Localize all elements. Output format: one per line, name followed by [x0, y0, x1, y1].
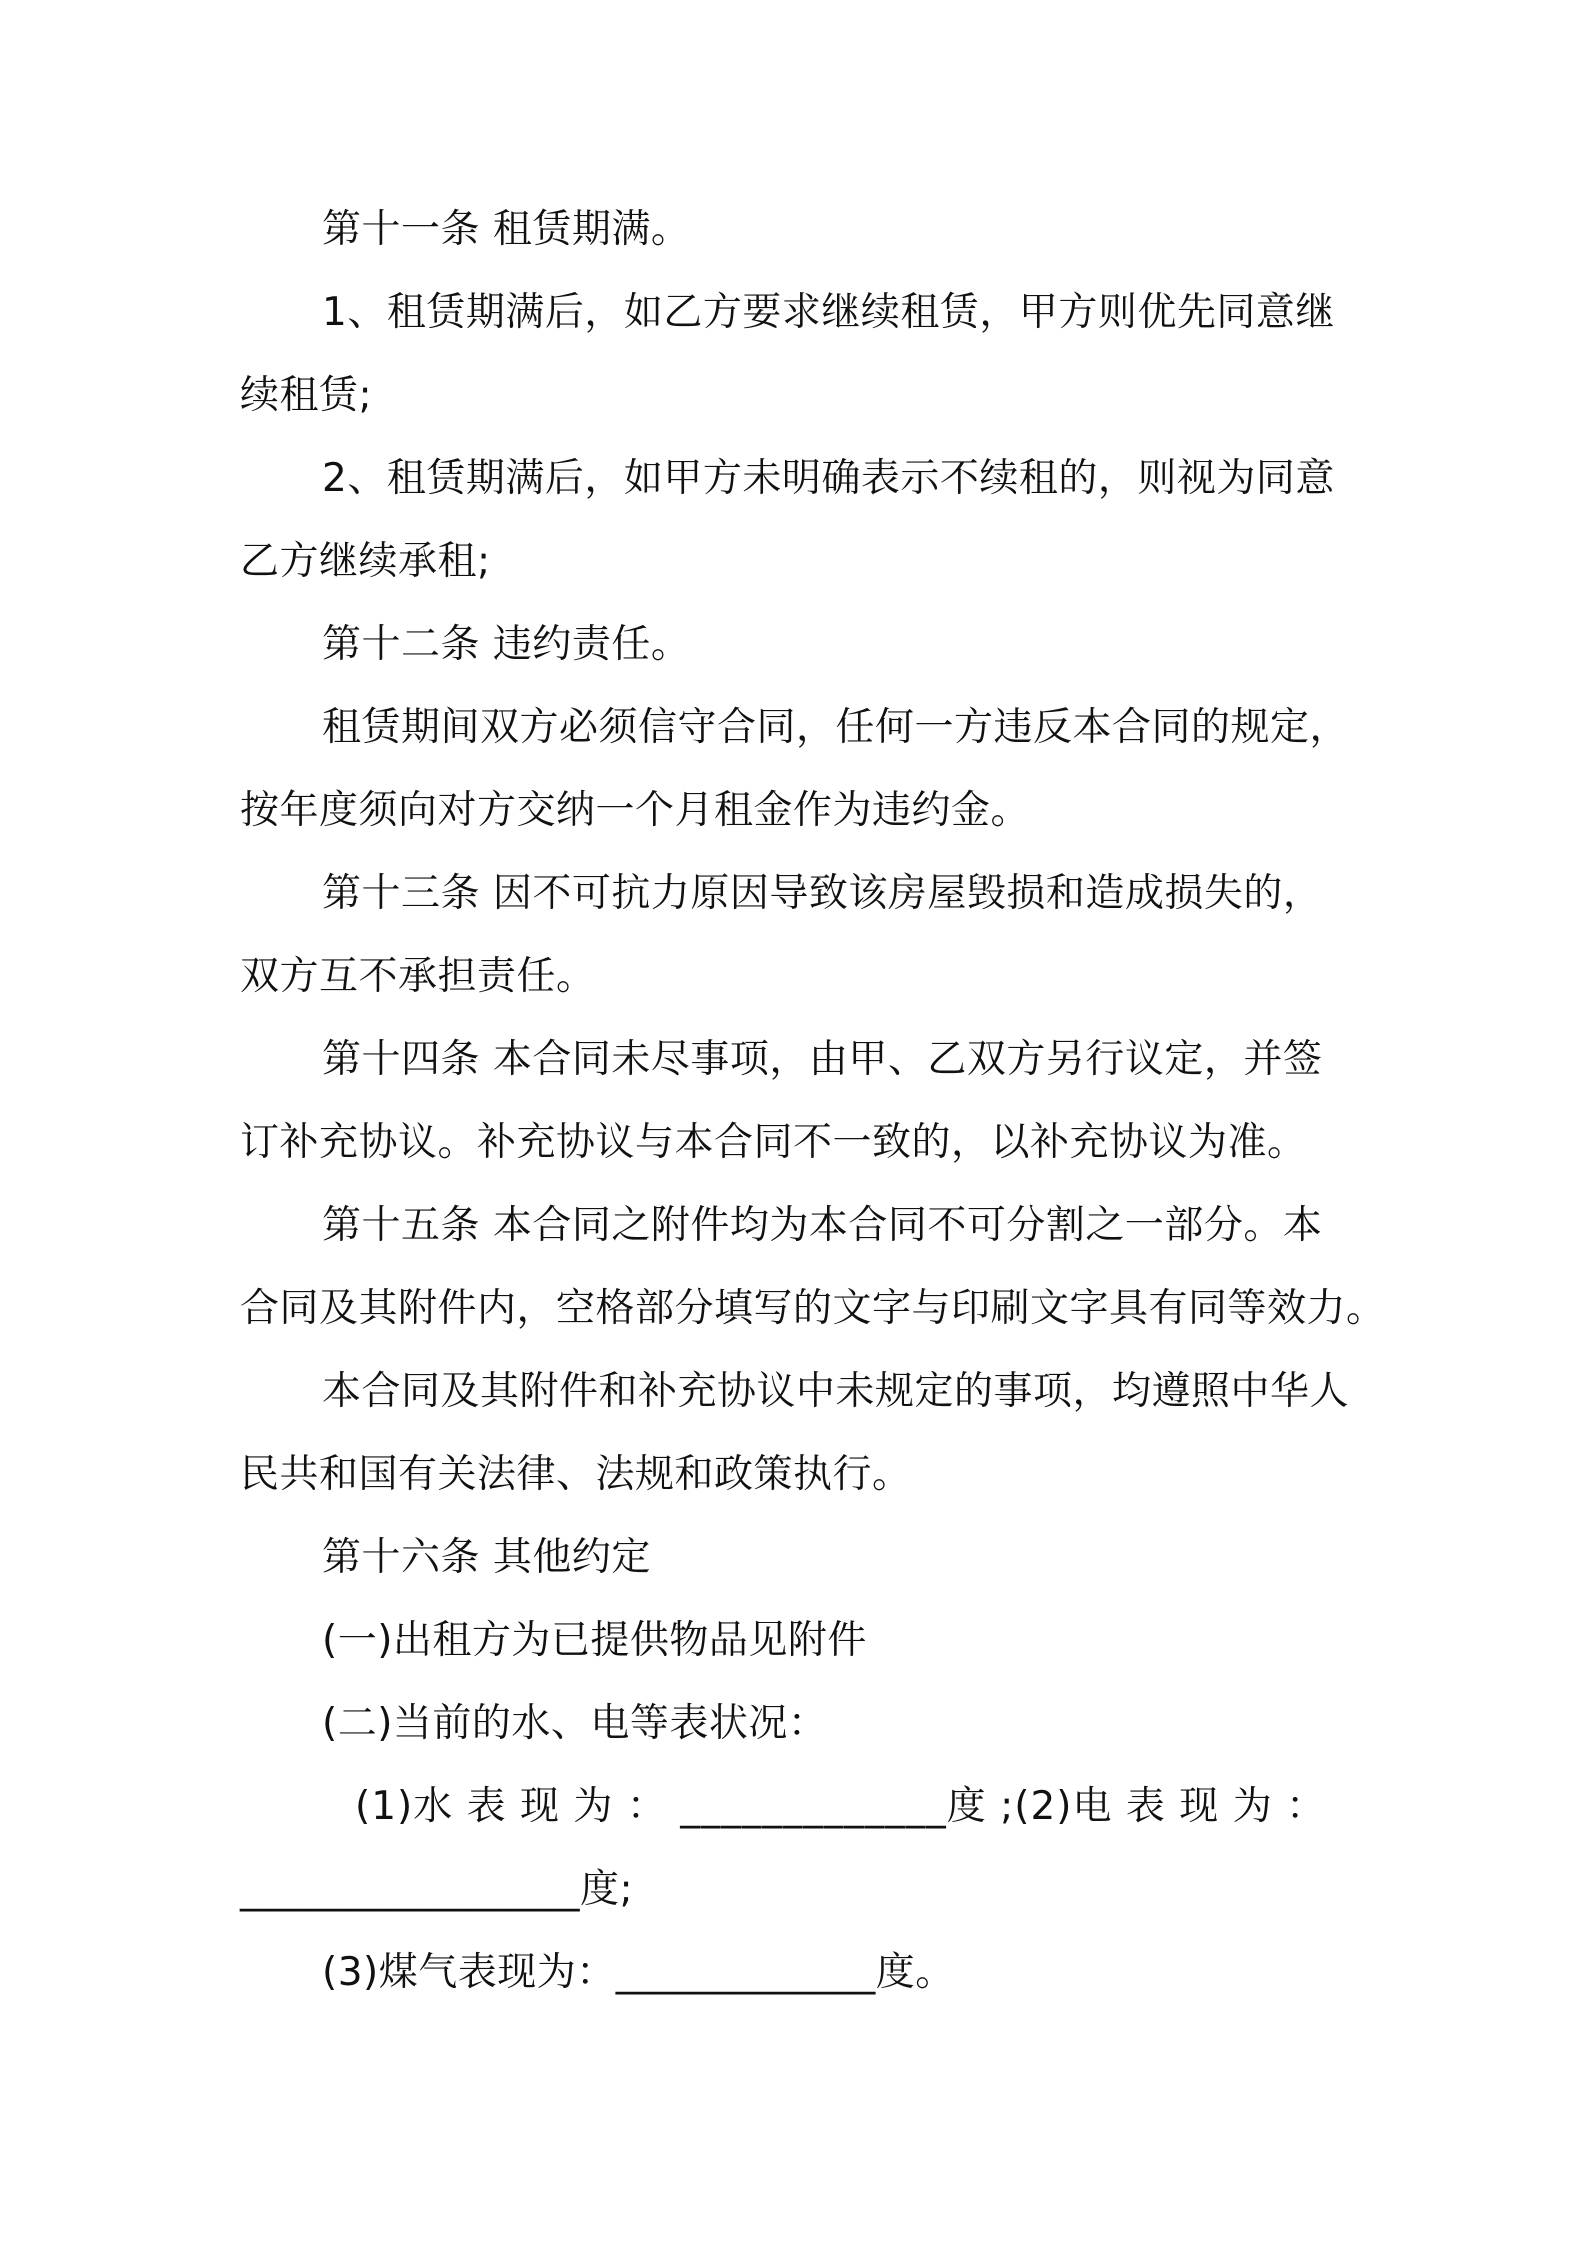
article-14-text-cont: 订补充协议。补充协议与本合同不一致的，以补充协议为准。: [240, 1120, 1307, 1165]
article-16-heading: 第十六条 其他约定: [322, 1535, 651, 1580]
article-13-text-cont: 双方互不承担责任。: [240, 954, 596, 999]
item-1-text: (一)出租方为已提供物品见附件: [322, 1618, 867, 1663]
article-12-text-cont: 按年度须向对方交纳一个月租金作为违约金。: [240, 788, 1031, 833]
article-11-clause-2-cont: 乙方继续承租;: [240, 539, 491, 584]
general-clause-cont: 民共和国有关法律、法规和政策执行。: [240, 1452, 912, 1497]
water-electric-meter-line: (1)水 表 现 为 ： _____________度 ;(2)电 表 现 为 ：: [355, 1784, 1327, 1829]
article-11-heading: 第十一条 租赁期满。: [322, 207, 691, 252]
article-13-text: 第十三条 因不可抗力原因导致该房屋毁损和造成损失的，: [322, 871, 1323, 916]
article-11-clause-2: 2、租赁期满后，如甲方未明确表示不续租的，则视为同意: [322, 456, 1335, 501]
article-12-heading: 第十二条 违约责任。: [322, 622, 691, 667]
article-15-text: 第十五条 本合同之附件均为本合同不可分割之一部分。本: [322, 1203, 1323, 1248]
article-15-text-cont: 合同及其附件内，空格部分填写的文字与印刷文字具有同等效力。: [240, 1286, 1386, 1331]
item-2-text: (二)当前的水、电等表状况：: [322, 1701, 828, 1746]
electric-meter-blank: _________________度;: [240, 1867, 634, 1912]
article-11-clause-1: 1、租赁期满后，如乙方要求继续租赁，甲方则优先同意继: [322, 290, 1335, 335]
gas-meter-line: (3)煤气表现为：_____________度。: [322, 1950, 955, 1995]
article-12-text: 租赁期间双方必须信守合同，任何一方违反本合同的规定，: [322, 705, 1350, 750]
article-11-clause-1-cont: 续租赁;: [240, 373, 373, 418]
general-clause: 本合同及其附件和补充协议中未规定的事项，均遵照中华人: [322, 1369, 1350, 1414]
article-14-text: 第十四条 本合同未尽事项，由甲、乙双方另行议定，并签: [322, 1037, 1323, 1082]
